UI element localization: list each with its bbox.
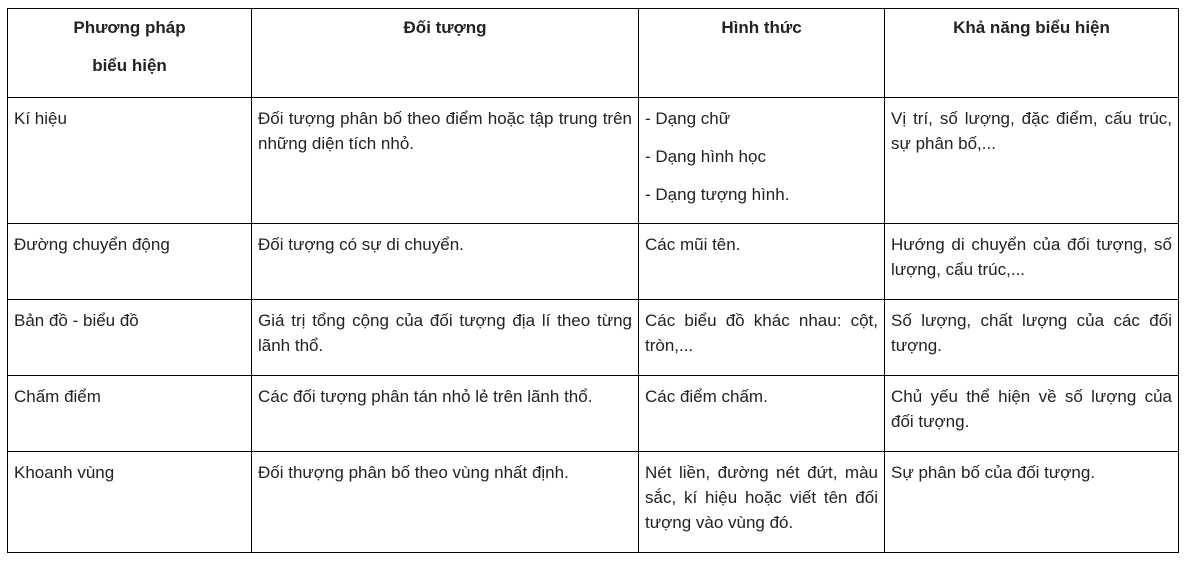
cell-ability: Vị trí, số lượng, đặc điểm, cấu trúc, sự phân bố,... bbox=[885, 98, 1179, 224]
header-form-label: Hình thức bbox=[721, 18, 802, 37]
cell-method: Bản đồ - biểu đồ bbox=[8, 300, 252, 376]
cell-object: Đối thượng phân bố theo vùng nhất định. bbox=[252, 452, 639, 553]
cell-method: Chấm điểm bbox=[8, 376, 252, 452]
header-object bbox=[252, 9, 639, 98]
cell-ability: Chủ yếu thể hiện về số lượng của đối tượng. bbox=[885, 376, 1179, 452]
form-item: - Dạng tượng hình. bbox=[645, 185, 790, 204]
header-method-line-2: biểu hiện bbox=[92, 56, 167, 75]
cell-object: Đối tượng phân bố theo điểm hoặc tập trung trên những diện tích nhỏ. bbox=[252, 98, 639, 224]
cell-method: Khoanh vùng bbox=[8, 452, 252, 553]
header-method bbox=[8, 9, 252, 98]
table-row bbox=[8, 452, 1179, 553]
table-row bbox=[8, 300, 1179, 376]
header-method-line-1: Phương pháp bbox=[73, 18, 186, 37]
form-item: Các mũi tên. bbox=[645, 235, 741, 254]
cell-object: Giá trị tổng cộng của đối tượng địa lí theo từng lãnh thổ. bbox=[252, 300, 639, 376]
header-form bbox=[639, 9, 885, 98]
table-row bbox=[8, 224, 1179, 300]
form-item: Nét liền, đường nét đứt, màu sắc, kí hiệu hoặc viết tên đối tượng vào vùng đó. bbox=[645, 463, 878, 532]
cell-form bbox=[639, 224, 885, 300]
table-row bbox=[8, 376, 1179, 452]
cell-ability: Hướng di chuyển của đối tượng, số lượng, cấu trúc,... bbox=[885, 224, 1179, 300]
table-row bbox=[8, 98, 1179, 224]
header-object-label: Đối tượng bbox=[403, 18, 487, 37]
table-header-row bbox=[8, 9, 1179, 98]
cell-form bbox=[639, 452, 885, 553]
cell-ability: Số lượng, chất lượng của các đối tượng. bbox=[885, 300, 1179, 376]
form-item: Các điểm chấm. bbox=[645, 387, 768, 406]
methods-table bbox=[7, 8, 1179, 553]
cell-method: Kí hiệu bbox=[8, 98, 252, 224]
cell-form bbox=[639, 98, 885, 224]
cell-form bbox=[639, 300, 885, 376]
form-item: Các biểu đồ khác nhau: cột, tròn,... bbox=[645, 311, 878, 355]
header-ability bbox=[885, 9, 1179, 98]
cell-ability: Sự phân bố của đối tượng. bbox=[885, 452, 1179, 553]
cell-form bbox=[639, 376, 885, 452]
cell-object: Đối tượng có sự di chuyển. bbox=[252, 224, 639, 300]
cell-method: Đường chuyển động bbox=[8, 224, 252, 300]
header-ability-label: Khả năng biểu hiện bbox=[953, 18, 1110, 37]
cell-object: Các đối tượng phân tán nhỏ lẻ trên lãnh thổ. bbox=[252, 376, 639, 452]
form-item: - Dạng chữ bbox=[645, 109, 731, 128]
form-item: - Dạng hình học bbox=[645, 147, 766, 166]
